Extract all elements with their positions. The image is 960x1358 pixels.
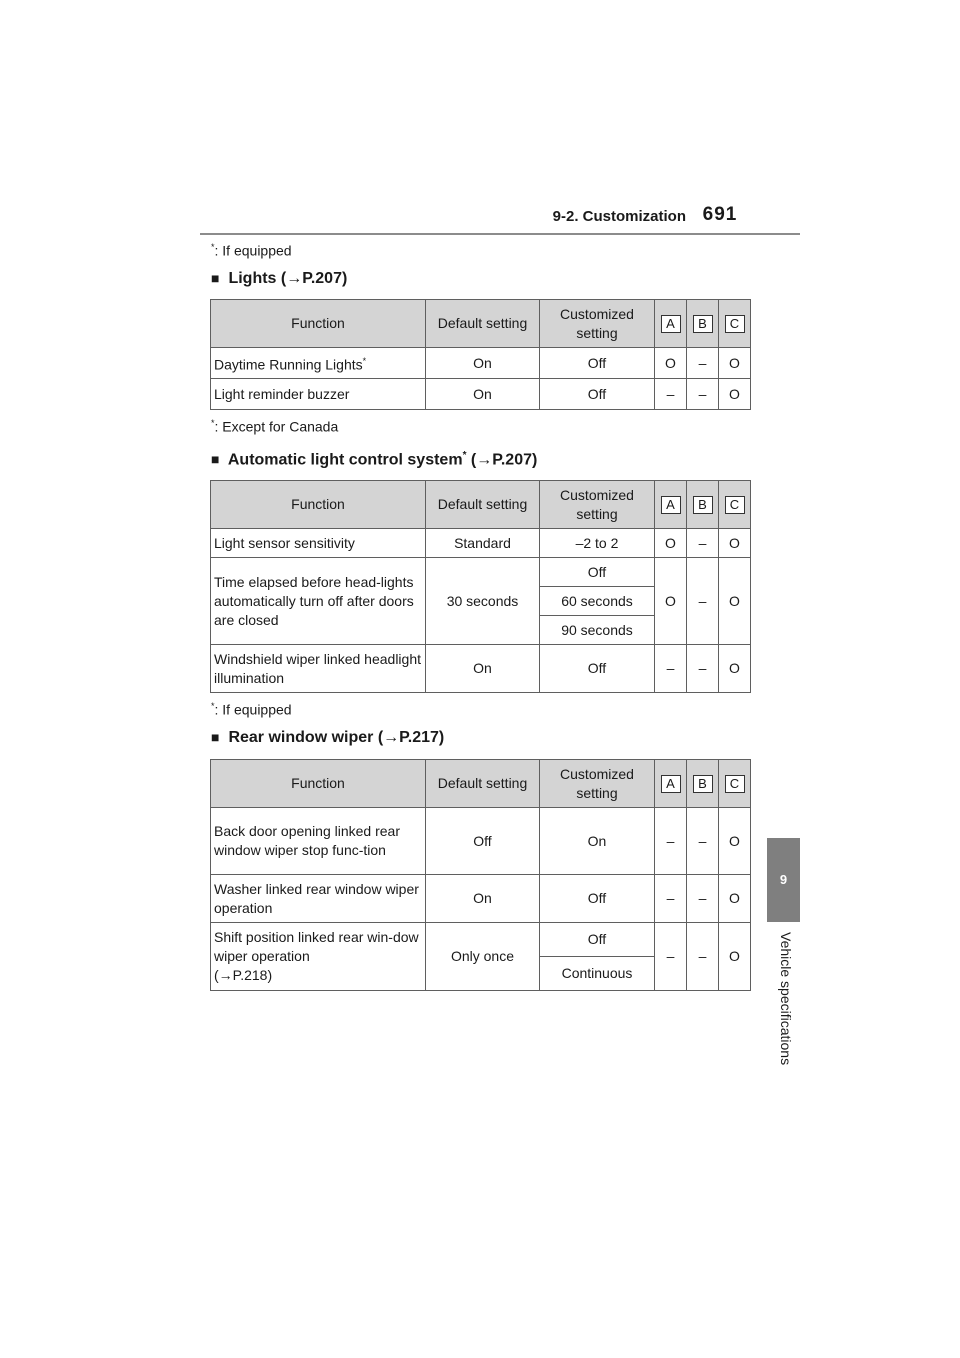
- header-function: Function: [211, 760, 426, 808]
- lights-table: [210, 299, 751, 410]
- cell-a: O: [655, 529, 687, 558]
- cell-c: O: [719, 923, 751, 991]
- header-a: A: [655, 300, 687, 348]
- cell-a: –: [655, 645, 687, 693]
- square-bullet-icon: ■: [211, 451, 220, 468]
- auto-light-table: [210, 480, 751, 693]
- cell-a: –: [655, 875, 687, 923]
- cell-b: –: [687, 875, 719, 923]
- cell-a: O: [655, 558, 687, 645]
- table-row: [211, 558, 751, 587]
- cell-default: 30 seconds: [426, 558, 540, 645]
- cell-custom-option: Continuous: [540, 957, 655, 991]
- cell-a: –: [655, 923, 687, 991]
- cell-c: O: [719, 529, 751, 558]
- header-customized-setting: Customized setting: [540, 300, 655, 348]
- rear-wiper-table: [210, 759, 751, 991]
- section-heading-lights: ■ Lights (→P.207): [211, 270, 348, 287]
- header-default-setting: Default setting: [426, 481, 540, 529]
- header-default-setting: Default setting: [426, 300, 540, 348]
- cell-c: O: [719, 379, 751, 410]
- section-heading-auto-light: ■ Automatic light control system* (→P.207): [211, 450, 538, 469]
- cell-a: –: [655, 379, 687, 410]
- cell-custom-option: 60 seconds: [540, 587, 655, 616]
- header-function: Function: [211, 481, 426, 529]
- cell-b: –: [687, 529, 719, 558]
- cell-default: Standard: [426, 529, 540, 558]
- cell-a: O: [655, 348, 687, 379]
- table-row: [211, 348, 751, 379]
- cell-custom: On: [540, 808, 655, 875]
- cell-custom-option: Off: [540, 923, 655, 957]
- cell-function: Back door opening linked rear window wiper stop func-tion: [211, 808, 426, 875]
- table-row: [211, 379, 751, 410]
- cell-default: On: [426, 379, 540, 410]
- header-customized-setting: Customized setting: [540, 481, 655, 529]
- cell-default: Only once: [426, 923, 540, 991]
- table-row: [211, 875, 751, 923]
- cell-c: O: [719, 348, 751, 379]
- cell-default: On: [426, 348, 540, 379]
- cell-function: Light reminder buzzer: [211, 379, 426, 410]
- asterisk-mark: *: [211, 418, 215, 428]
- cell-custom-option: Off: [540, 558, 655, 587]
- arrow-icon: →: [218, 967, 233, 983]
- cell-function: Time elapsed before head-lights automatically turn off after doors are closed: [211, 558, 426, 645]
- cell-b: –: [687, 923, 719, 991]
- cell-b: –: [687, 558, 719, 645]
- cell-b: –: [687, 348, 719, 379]
- note-if-equipped: *: If equipped: [211, 242, 292, 259]
- cell-c: O: [719, 645, 751, 693]
- square-bullet-icon: ■: [211, 729, 220, 745]
- cell-b: –: [687, 379, 719, 410]
- cell-custom-option: 90 seconds: [540, 616, 655, 645]
- cell-function: Windshield wiper linked headlight illumination: [211, 645, 426, 693]
- header-c: C: [719, 300, 751, 348]
- cell-custom: Off: [540, 348, 655, 379]
- cell-b: –: [687, 808, 719, 875]
- header-function: Function: [211, 300, 426, 348]
- asterisk-mark: *: [211, 242, 215, 252]
- cell-a: –: [655, 808, 687, 875]
- cell-b: –: [687, 645, 719, 693]
- cell-function: Washer linked rear window wiper operation: [211, 875, 426, 923]
- page-number: 691: [702, 204, 738, 225]
- table-row: [211, 529, 751, 558]
- header-customized-setting: Customized setting: [540, 760, 655, 808]
- section-title: 9-2. Customization: [552, 208, 686, 225]
- note-except-canada: *: Except for Canada: [211, 418, 339, 435]
- cell-c: O: [719, 808, 751, 875]
- cell-default: Off: [426, 808, 540, 875]
- cell-custom: Off: [540, 875, 655, 923]
- table-row: [211, 808, 751, 875]
- header-a: A: [655, 760, 687, 808]
- header-b: B: [687, 481, 719, 529]
- asterisk-mark: *: [462, 450, 467, 461]
- header-b: B: [687, 760, 719, 808]
- chapter-label: Vehicle specifications: [778, 932, 794, 1066]
- note-if-equipped-2: *: If equipped: [211, 701, 292, 718]
- cell-c: O: [719, 875, 751, 923]
- header-c: C: [719, 481, 751, 529]
- chapter-number: 9: [779, 872, 788, 887]
- table-row: [211, 923, 751, 957]
- cell-function: Shift position linked rear win-dow wiper operation (→P.218): [211, 923, 426, 991]
- header-divider: [200, 233, 800, 235]
- square-bullet-icon: ■: [211, 270, 220, 286]
- arrow-icon: →: [383, 729, 400, 746]
- header-b: B: [687, 300, 719, 348]
- asterisk-mark: *: [211, 701, 215, 711]
- cell-function: Daytime Running Lights*: [211, 348, 426, 379]
- cell-custom: Off: [540, 645, 655, 693]
- arrow-icon: →: [476, 451, 493, 469]
- cell-function: Light sensor sensitivity: [211, 529, 426, 558]
- header-a: A: [655, 481, 687, 529]
- cell-default: On: [426, 645, 540, 693]
- arrow-icon: →: [286, 270, 303, 287]
- cell-default: On: [426, 875, 540, 923]
- chapter-tab: [767, 838, 800, 922]
- header-c: C: [719, 760, 751, 808]
- cell-c: O: [719, 558, 751, 645]
- cell-custom: Off: [540, 379, 655, 410]
- cell-custom: –2 to 2: [540, 529, 655, 558]
- header-default-setting: Default setting: [426, 760, 540, 808]
- section-heading-rear-wiper: ■ Rear window wiper (→P.217): [211, 729, 445, 746]
- table-row: [211, 645, 751, 693]
